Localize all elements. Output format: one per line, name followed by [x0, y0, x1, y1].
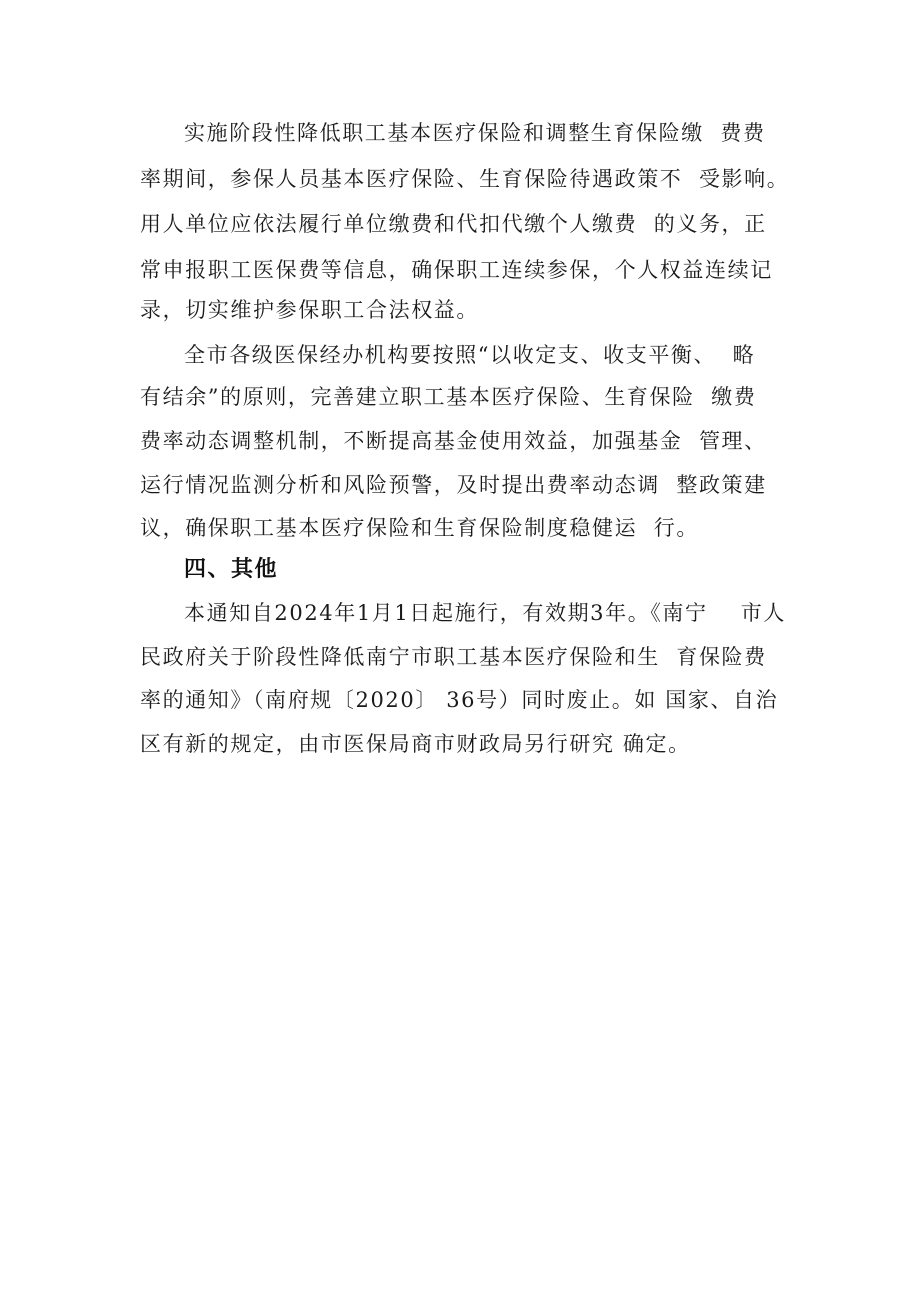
text-line: 用人单位应依法履行单位缴费和代扣代缴个人缴费 的义务，正 [140, 212, 767, 236]
text-line: 费率动态调整机制，不断提高基金使用效益，加强基金 管理、 [140, 429, 767, 453]
section-heading: 四、其他 [184, 557, 279, 582]
text-line: 有结余”的原则，完善建立职工基本医疗保险、生育保险 缴费 [140, 385, 757, 409]
text-line: 率的通知》（南府规〔2020〕 36号）同时废止。如 国家、自治 [140, 688, 779, 712]
text-line: 全市各级医保经办机构要按照“以收定支、收支平衡、 略 [184, 343, 756, 367]
text-line: 区有新的规定，由市医保局商市财政局另行研究 确定。 [140, 732, 691, 756]
text-line: 本通知自2024年1月1日起施行，有效期3年。《南宁 市人 [184, 601, 786, 625]
text-line: 录，切实维护参保职工合法权益。 [140, 298, 479, 322]
text-line: 实施阶段性降低职工基本医疗保险和调整生育保险缴 费费 [184, 121, 766, 145]
text-line: 议，确保职工基本医疗保险和生育保险制度稳健运 行。 [140, 516, 699, 540]
text-line: 运行情况监测分析和风险预警，及时提出费率动态调 整政策建 [140, 473, 767, 497]
text-line: 率期间，参保人员基本医疗保险、生育保险待遇政策不 受影响。 [140, 167, 790, 191]
text-line: 民政府关于阶段性降低南宁市职工基本医疗保险和生 育保险费 [140, 645, 767, 669]
text-line: 常申报职工医保费等信息，确保职工连续参保，个人权益连续记 [140, 258, 773, 282]
